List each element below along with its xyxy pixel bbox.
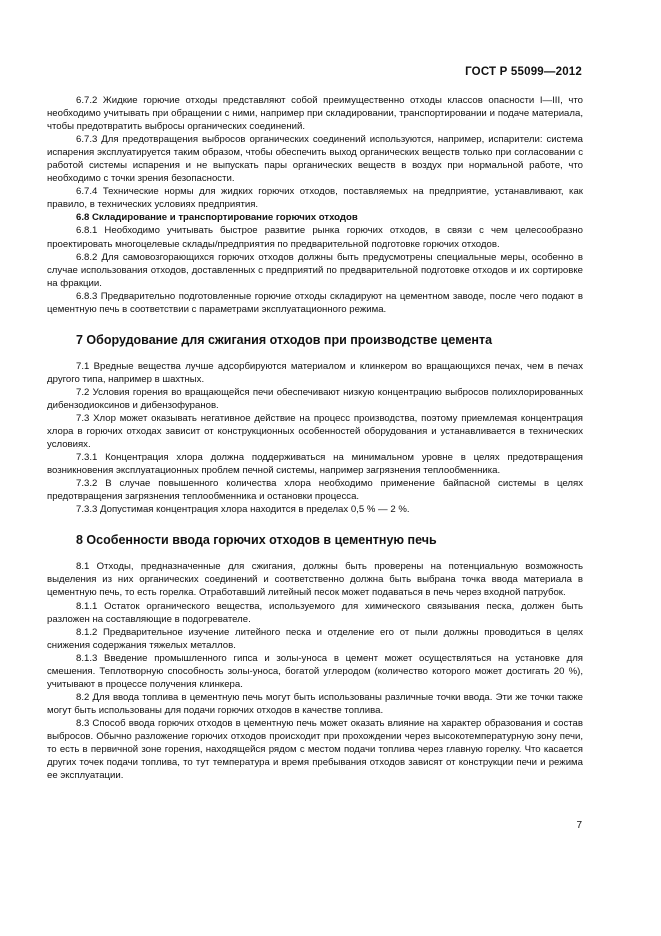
paragraph: 7.1 Вредные вещества лучше адсорбируются материалом и клинкером во вращающихся печах, чем в печах другого типа, например в шахтных. [47,360,583,385]
paragraph: 6.7.2 Жидкие горючие отходы представляют собой преимущественно отходы классов опасности I—III, что необходимо учитывать при обращении с ними, например при складировании, транспортировании и подаче материала, чтобы предотвратить выбросы органических соединений. [47,95,583,133]
standard-header: ГОСТ Р 55099—2012 [465,66,582,78]
section-title: 8 Особенности ввода горючих отходов в цементную печь [76,533,437,548]
paragraph: 6.7.4 Технические нормы для жидких горючих отходов, поставляемых на предприятие, устанавливают, как правило, в технических условиях предприятия. [47,186,583,211]
paragraph: 8.3 Способ ввода горючих отходов в цементную печь может оказать влияние на характер образования и состав выбросов. Обычно разложение горючих отходов происходит при прохождении через высокотемпературную зону печи, то есть в первичной зоне горения, находящейся рядом с местом подачи топлива через главную горелку. Что касается других точек подачи топлива, то тут температура и время пребывания отходов зависят от конструкции печи и режима ее эксплуатации. [47,717,583,782]
paragraph: 8.2 Для ввода топлива в цементную печь могут быть использованы различные точки ввода. Эти же точки также могут быть использованы для подачи горючих отходов в качестве топлива. [47,691,583,716]
page-number: 7 [576,820,582,831]
paragraph: 7.3.3 Допустимая концентрация хлора находится в пределах 0,5 % — 2 %. [76,504,410,516]
document-body [47,94,583,782]
paragraph: 8.1.1 Остаток органического вещества, используемого для химического связывания песка, должен быть разложен на составляющие в подогревателе. [47,600,583,625]
paragraph: 8.1.3 Введение промышленного гипса и золы-уноса в цемент может осуществляться на установке для смешения. Теплотворную способность золы-уноса, богатой углеродом (количество которого может достигать 20 %), учитывают в процессе получения клинкера. [47,652,583,690]
subsection-title: 6.8 Складирование и транспортирование горючих отходов [76,212,358,224]
paragraph: 7.3.1 Концентрация хлора должна поддерживаться на минимальном уровне в целях предотвращения возникновения эксплуатационных проблем печной системы, например загрязнения теплообменника. [47,452,583,477]
paragraph: 7.2 Условия горения во вращающейся печи обеспечивают низкую концентрацию выбросов полихлорированных дибензодиоксинов и дибензофуранов. [47,386,583,411]
paragraph: 7.3.2 В случае повышенного количества хлора необходимо применение байпасной системы в целях предотвращения загрязнения теплообменника и остановки процесса. [47,478,583,503]
paragraph: 6.8.1 Необходимо учитывать быстрое развитие рынка горючих отходов, в связи с чем целесообразно проектировать многоцелевые склады/предприятия по предварительной подготовке горючих отходов. [47,225,583,250]
paragraph: 8.1.2 Предварительное изучение литейного песка и отделение его от пыли должны проводиться в целях снижения содержания тяжелых металлов. [47,626,583,651]
section-title: 7 Оборудование для сжигания отходов при производстве цемента [76,332,493,347]
paragraph: 6.7.3 Для предотвращения выбросов органических соединений используются, например, испарители: система испарения эксплуатируется таким образом, чтобы обеспечить выход органических веществ только при согласовании с работой системы испарения и не выпускать пары органических веществ в воздух при нормальной работе, что необходимо с точки зрения безопасности. [47,134,583,185]
paragraph: 7.3 Хлор может оказывать негативное действие на процесс производства, поэтому приемлемая концентрация хлора в горючих отходах зависит от конструкционных особенностей оборудования и устанавливается в технических условиях. [47,412,583,451]
paragraph: 8.1 Отходы, предназначенные для сжигания, должны быть проверены на потенциальную возможность выделения из них органических соединений и соответственно должна быть выбрана точка ввода материала в цементную печь, то есть горелка. Отработавший литейный песок может подаваться в печь через входной патрубок. [47,561,583,599]
paragraph: 6.8.2 Для самовозгорающихся горючих отходов должны быть предусмотрены специальные меры, особенно в случае использования отходов, доставленных с предприятий по предварительной подготовке отходов и их сортировке на фракции. [47,251,583,289]
paragraph: 6.8.3 Предварительно подготовленные горючие отходы складируют на цементном заводе, после чего подают в цементную печь в соответствии с параметрами эксплуатационного режима. [47,290,583,315]
